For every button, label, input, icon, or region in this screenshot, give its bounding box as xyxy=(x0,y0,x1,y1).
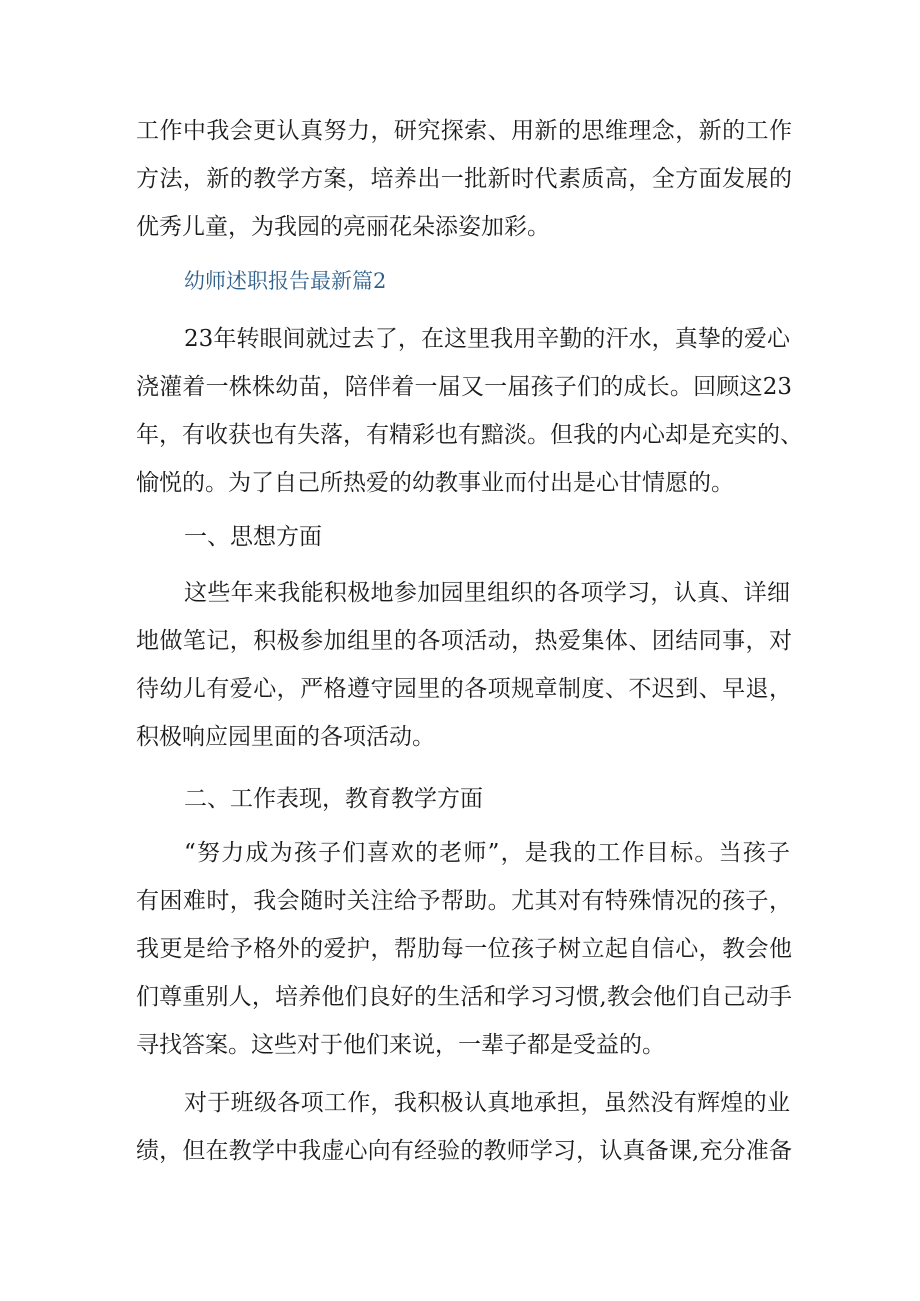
paragraph-line: 优秀儿童，为我园的亮丽花朵添姿加彩。 xyxy=(136,214,550,240)
paragraph-line: 有困难时，我会随时关注给予帮助。尤其对有特殊情况的孩子， xyxy=(136,888,792,914)
paragraph-line: 愉悦的。为了自己所热爱的幼教事业而付出是心甘情愿的。 xyxy=(136,470,734,496)
paragraph-line: 我更是给予格外的爱护，帮肋每一位孩子树立起自信心，教会他 xyxy=(136,936,792,962)
subsection-heading: 二、工作表现，教育教学方面 xyxy=(184,786,483,812)
paragraph-line: 绩，但在教学中我虚心向有经验的教师学习，认真备课,充分准备 xyxy=(136,1138,792,1164)
section-title: 幼师述职报告最新篇2 xyxy=(184,269,387,293)
paragraph-line: 工作中我会更认真努力，研究探索、用新的思维理念，新的工作 xyxy=(136,118,792,144)
paragraph-line: 23年转眼间就过去了，在这里我用辛勤的汗水，真挚的爱心 xyxy=(184,326,790,352)
paragraph-line: 年，有收获也有失落，有精彩也有黯淡。但我的内心却是充实的、 xyxy=(136,422,803,448)
paragraph-line: 方法，新的教学方案，培养出一批新时代素质高，全方面发展的 xyxy=(136,166,792,192)
paragraph-line: 积极响应园里面的各项活动。 xyxy=(136,724,435,750)
paragraph-line: 浇灌着一株株幼苗，陪伴着一届又一届孩子们的成长。回顾这23 xyxy=(136,374,792,400)
paragraph-line: 地做笔记，积极参加组里的各项活动，热爱集体、团结同事，对 xyxy=(136,628,792,654)
paragraph-line: 寻找答案。这些对于他们来说，一辈子都是受益的。 xyxy=(136,1032,665,1058)
paragraph-line: “努力成为孩子们喜欢的老师”，是我的工作目标。当孩子 xyxy=(184,840,790,866)
paragraph-line: 对于班级各项工作，我积极认真地承担，虽然没有辉煌的业 xyxy=(184,1090,790,1116)
paragraph-line: 们尊重别人，培养他们良好的生活和学习习惯,教会他们自己动手 xyxy=(136,984,792,1010)
paragraph-line: 这些年来我能积极地参加园里组织的各项学习，认真、详细 xyxy=(184,580,790,606)
paragraph-line: 待幼儿有爱心，严格遵守园里的各项规章制度、不迟到、早退， xyxy=(136,676,792,702)
subsection-heading: 一、思想方面 xyxy=(184,524,322,550)
